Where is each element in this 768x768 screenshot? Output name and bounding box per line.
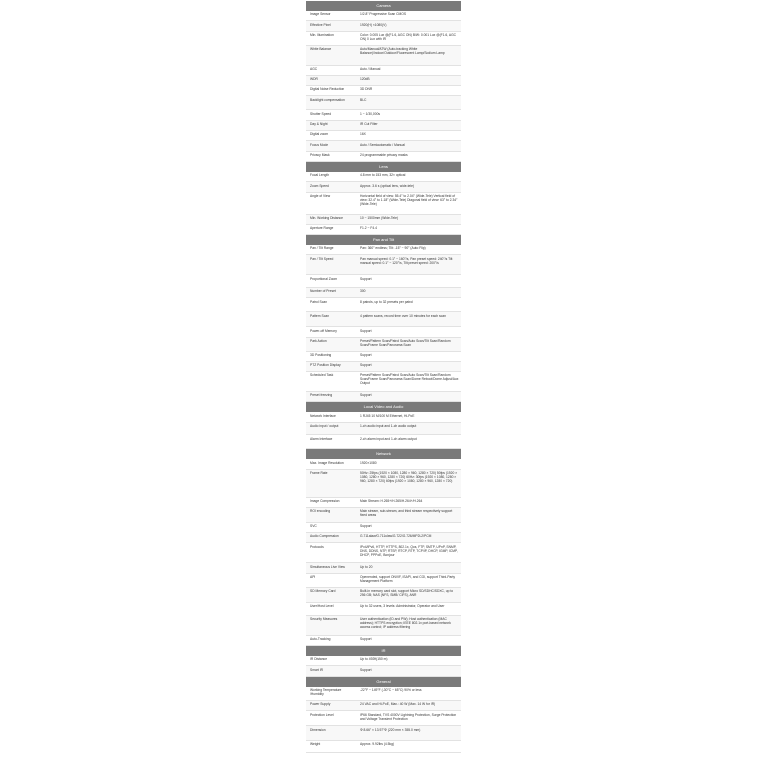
spec-label: Digital Noise Reduction: [310, 87, 345, 92]
spec-value: Support: [360, 363, 372, 368]
spec-row: [306, 666, 461, 676]
spec-value: 1920(H) ×1080(V): [360, 22, 387, 27]
spec-row: [306, 711, 461, 726]
spec-row: [306, 121, 461, 131]
spec-label: Protocols: [310, 544, 324, 549]
spec-value: 2-ch alarm input and 1-ch alarm output: [360, 436, 417, 441]
spec-label: IR Distance: [310, 657, 328, 662]
spec-row: [306, 423, 461, 436]
spec-label: SVC: [310, 524, 317, 529]
spec-row: [306, 110, 461, 120]
spec-row: [306, 362, 461, 372]
spec-label: Audio input / output: [310, 424, 339, 429]
section-header: General: [306, 677, 461, 687]
spec-value: Auto / Manual: [360, 66, 381, 71]
spec-label: Patrol Scan: [310, 299, 328, 304]
spec-label: 3D Positioning: [310, 352, 332, 357]
spec-label: Digital zoom: [310, 132, 329, 137]
spec-row: [306, 172, 461, 182]
spec-value: BLC: [360, 97, 367, 102]
spec-value: Support: [360, 667, 372, 672]
spec-label: Day & Night: [310, 122, 328, 127]
spec-label: Backlight compensation: [310, 97, 345, 102]
spec-row: [306, 523, 461, 533]
spec-row: [306, 21, 461, 31]
spec-value: 10 ~ 1500mm (Wide-Tele): [360, 215, 399, 220]
spec-row: [306, 352, 461, 362]
spec-value: 1/2.8" Progressive Scan CMOS: [360, 12, 407, 17]
spec-value: Support: [360, 352, 372, 357]
spec-row: [306, 11, 461, 21]
spec-label: Scheduled Task: [310, 373, 334, 378]
section-header: Pan and Tilt: [306, 235, 461, 245]
spec-value: -22°F ~ 149°F (-30°C ~ 65°C) 90% or less: [360, 687, 422, 692]
spec-row: [306, 543, 461, 563]
spec-row: [306, 563, 461, 573]
spec-value: 1920×1080: [360, 460, 377, 465]
spec-label: Protection Level: [310, 712, 334, 717]
spec-label: Pattern Scan: [310, 313, 330, 318]
spec-row: [306, 76, 461, 86]
spec-value: 24 VAC and Hi-PoE, Max.: 40 W (Max. 14 W for IR): [360, 702, 436, 707]
spec-value: Main stream, sub-stream, and third stream respectively support fixed areas: [360, 509, 453, 518]
spec-value: Preset/Pattern Scan/Patrol Scan/Auto Scan/Tilt Scan/Random Scan/Frame Scan/Panorama Scan: [360, 338, 451, 347]
spec-value: G.711alaw/G.711ulaw/G.722/G.726/MP2L2/PCM: [360, 534, 432, 539]
spec-label: Min. Working Distance: [310, 215, 343, 220]
spec-label: Auto-Tracking: [310, 637, 331, 642]
spec-row: [306, 459, 461, 469]
spec-label: Effective Pixel: [310, 22, 331, 27]
spec-label: Min. Illumination: [310, 32, 334, 37]
section-rows: [306, 11, 461, 162]
spec-row: [306, 131, 461, 141]
spec-label: Weight: [310, 742, 321, 747]
spec-row: [306, 288, 461, 298]
spec-label: Working Temperature /Humidity: [310, 687, 342, 696]
spec-label: SD Memory Card: [310, 589, 336, 594]
spec-row: [306, 255, 461, 275]
spec-row: [306, 66, 461, 76]
spec-value: Support: [360, 328, 372, 333]
section-rows: [306, 245, 461, 402]
spec-row: [306, 96, 461, 110]
spec-label: AGC: [310, 66, 318, 71]
spec-value: Support: [360, 393, 372, 398]
spec-label: Preset freezing: [310, 393, 333, 398]
spec-label: Park Action: [310, 338, 327, 343]
spec-row: [306, 225, 461, 235]
spec-value: IP66 Standard, TVS 4000V Lightning Protection, Surge Protection and Voltage Transient Protection: [360, 712, 457, 721]
spec-row: [306, 687, 461, 702]
spec-row: [306, 215, 461, 225]
spec-label: API: [310, 575, 316, 580]
spec-row: [306, 574, 461, 588]
spec-label: Shutter Speed: [310, 111, 332, 116]
spec-value: Support: [360, 276, 372, 281]
spec-label: Max. Image Resolution: [310, 460, 344, 465]
spec-label: White Balance: [310, 46, 332, 51]
spec-value: Pan: 360° endless; Tilt: -15° ~ 90° (Auto Flip): [360, 246, 426, 251]
spec-label: Power Supply: [310, 702, 331, 707]
spec-label: Zoom Speed: [310, 183, 329, 188]
spec-label: Image Sensor: [310, 12, 331, 17]
spec-label: Smart IR: [310, 667, 324, 672]
spec-row: [306, 741, 461, 753]
spec-value: Pan manual speed: 0.1° ~ 160°/s, Pan preset speed: 240°/s Tilt manual speed: 0.1° ~ 120°/s, Tilt preset speed: 200°/s: [360, 256, 453, 265]
spec-row: [306, 298, 461, 312]
spec-value: Auto / Semiautomatic / Manual: [360, 142, 405, 147]
spec-row: [306, 656, 461, 666]
spec-row: [306, 275, 461, 288]
spec-row: [306, 193, 461, 215]
spec-value: 1-ch audio input and 1-ch audio output: [360, 424, 417, 429]
spec-label: Simultaneous Live View: [310, 564, 345, 569]
spec-label: Image Compression: [310, 498, 340, 503]
section-header: Network: [306, 449, 461, 459]
spec-label: Angle of View: [310, 193, 331, 198]
spec-row: [306, 616, 461, 636]
section-header: IR: [306, 646, 461, 656]
spec-row: [306, 338, 461, 352]
spec-row: [306, 701, 461, 711]
spec-value: Built-in memory card slot, support Micro SD/SDHC/SDXC, up to 256 GB; NAS (NFS, SMB/ CIFS), ANR: [360, 589, 454, 598]
spec-row: [306, 182, 461, 192]
spec-label: Pan / Tilt Speed: [310, 256, 334, 261]
spec-value: 4 pattern scans, record time over 10 minutes for each scan: [360, 313, 446, 318]
spec-row: [306, 470, 461, 498]
spec-row: [306, 245, 461, 255]
spec-value: Support: [360, 524, 372, 529]
spec-label: User/Host Level: [310, 604, 334, 609]
spec-value: 50Hz: 25fps (1920 × 1080, 1280 × 960, 1280 × 720) 50fps (1920 × 1080, 1280 × 960, 1280 × 720) 60Hz: 30fps (1920 × 1080, 1280 × 960, 1280 × 720) 60fps (1920 × 1080, 1280 × 960, 1280 × 720): [360, 470, 458, 483]
spec-value: 1 RJ45 10 M/100 M Ethernet, Hi-PoE: [360, 413, 415, 418]
spec-row: [306, 508, 461, 523]
spec-row: [306, 312, 461, 327]
section-header: Local Video and Audio: [306, 402, 461, 412]
spec-value: Horizontal field of view: 55.4° to 2.04° (Wide-Tele) Vertical field of view: 32.4° to 1.18° (Wide-Tele) Diagonal field of view: 63° to 2.34° (Wide-Tele): [360, 193, 458, 206]
section-rows: [306, 412, 461, 449]
spec-row: [306, 603, 461, 616]
spec-row: [306, 498, 461, 508]
spec-row: [306, 412, 461, 422]
spec-label: Network Interface: [310, 413, 336, 418]
spec-label: Focal Length: [310, 173, 330, 178]
spec-value: Up to 492ft(150 m): [360, 657, 388, 662]
spec-label: Aperture Range: [310, 226, 334, 231]
section-rows: [306, 172, 461, 235]
spec-value: Approx. 3.6 s (optical lens, wide-tele): [360, 183, 415, 188]
spec-row: [306, 726, 461, 741]
spec-row: [306, 32, 461, 46]
spec-value: 24 programmable privacy masks: [360, 152, 408, 157]
spec-row: [306, 141, 461, 151]
spec-value: User authentication (ID and PW); Host authentication (MAC address); HTTPS encryption; IEEE 802.1x port-based network access control; IP address filtering: [360, 617, 451, 630]
spec-label: Pan / Tilt Range: [310, 246, 334, 251]
spec-value: 300: [360, 289, 366, 294]
spec-row: [306, 636, 461, 646]
spec-label: Number of Preset: [310, 289, 336, 294]
spec-sheet: [306, 1, 461, 753]
spec-value: Support: [360, 637, 372, 642]
spec-value: Φ 8.66" × 13.97"Φ (220 mm × 355.0 mm): [360, 727, 421, 732]
spec-label: Focus Mode: [310, 142, 329, 147]
spec-value: 8 patrols, up to 32 presets per patrol: [360, 299, 413, 304]
spec-value: Approx. 9.92lbs (4.5kg): [360, 742, 395, 747]
spec-value: 120dB: [360, 77, 370, 82]
spec-label: WDR: [310, 77, 318, 82]
spec-value: Color: 0.005 Lux @(F1.6, AGC ON) B/W: 0.001 Lux @(F1.6, AGC ON) 0 Lux with IR: [360, 32, 457, 41]
section-rows: [306, 687, 461, 753]
spec-value: Up to 32 users, 3 levels: Administrator, Operator and User: [360, 604, 445, 609]
spec-value: 3D DNR: [360, 87, 373, 92]
spec-row: [306, 327, 461, 337]
section-header: Camera: [306, 1, 461, 11]
spec-label: Power-off Memory: [310, 328, 337, 333]
spec-label: Dimension: [310, 727, 326, 732]
spec-label: Frame Rate: [310, 470, 328, 475]
spec-value: 1 ~ 1/30,000s: [360, 111, 381, 116]
spec-label: PTZ Position Display: [310, 363, 341, 368]
spec-value: IPv4/IPv6, HTTP, HTTPS, 802.1x, Qos, FTP, SMTP, UPnP, SNMP, DNS, DDNS, NTP, RTSP, RTCP, RTP, TCP/IP, DHCP, IGMP, ICMP, DHCP, PPPoE, Bonjour: [360, 544, 458, 557]
spec-row: [306, 392, 461, 402]
spec-row: [306, 372, 461, 392]
section-rows: [306, 656, 461, 677]
spec-value: Auto/Manual/ATW (Auto-tracking White Balance)/Indoor/Outdoor/Fluorescent Lamp/Sodium Lamp: [360, 46, 445, 55]
spec-label: Privacy Mask: [310, 152, 330, 157]
spec-value: IR Cut Filter: [360, 122, 378, 127]
spec-label: Audio Compression: [310, 534, 339, 539]
spec-value: Preset/Pattern Scan/Patrol Scan/Auto Scan/Tilt Scan/Random Scan/Frame Scan/Panorama Scan/Dome Reboot/Dome Adjust/Aux Output: [360, 373, 459, 386]
spec-value: Main Stream: H.265+/H.265/H.264+/H.264: [360, 498, 423, 503]
section-rows: [306, 459, 461, 646]
spec-label: Proportional Zoom: [310, 276, 338, 281]
spec-label: Security Measures: [310, 617, 338, 622]
spec-row: [306, 533, 461, 543]
spec-value: 16X: [360, 132, 366, 137]
spec-row: [306, 86, 461, 96]
spec-row: [306, 152, 461, 162]
spec-row: [306, 435, 461, 449]
spec-value: Openended, support ONVIF, ISAPI, and CGI, support Third-Party Management Platform: [360, 575, 456, 584]
spec-value: Up to 20: [360, 564, 373, 569]
spec-label: ROI encoding: [310, 509, 331, 514]
spec-label: Alarm Interface: [310, 436, 333, 441]
section-header: Lens: [306, 162, 461, 172]
spec-value: 4.8 mm to 153 mm, 32× optical: [360, 173, 406, 178]
spec-value: F1.2 ~ F4.4: [360, 226, 377, 231]
spec-row: [306, 588, 461, 603]
spec-row: [306, 46, 461, 66]
